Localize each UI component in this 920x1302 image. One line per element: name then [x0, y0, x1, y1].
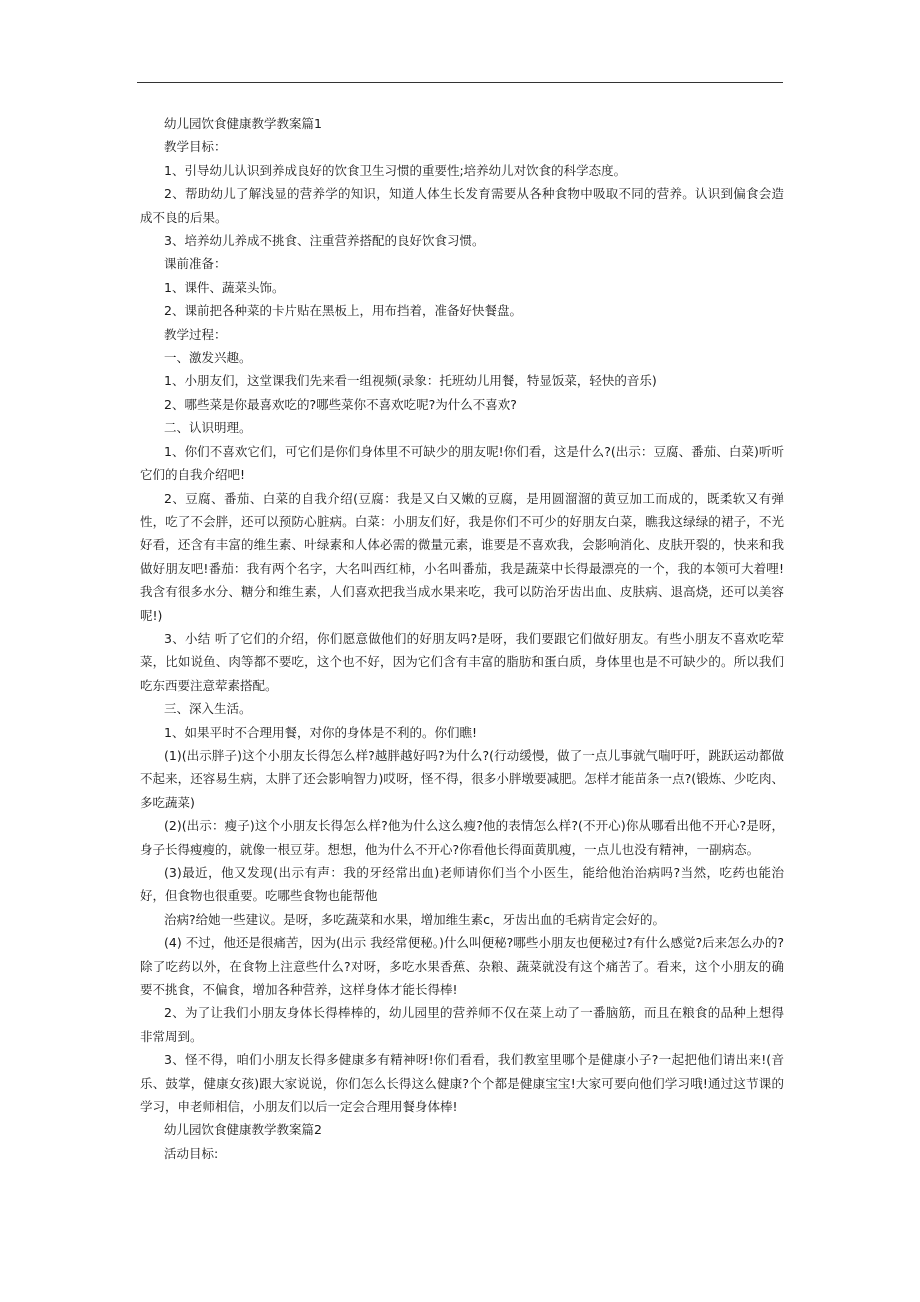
- paragraph: 1、小朋友们，这堂课我们先来看一组视频(录象：托班幼儿用餐，特显饭菜，轻快的音乐): [164, 373, 657, 389]
- section-heading: 二、认识明理。: [164, 420, 252, 436]
- paragraph: (2)(出示：瘦子)这个小朋友长得怎么样?他为什么这么瘦?他的表情怎么样?(不开心)你从哪看出他不开心?是呀，身子长得瘦瘦的，就像一根豆芽。想想，他为什么不开心?你看他长得面黄肌瘦，一点儿也没有精神，一副病态。: [140, 818, 784, 857]
- paragraph: (4) 不过，他还是很痛苦，因为(出示 我经常便秘。)什么叫便秘?哪些小朋友也便秘过?有什么感觉?后来怎么办的?除了吃药以外，在食物上注意些什么?对呀，多吃水果香蕉、杂粮、蔬菜就没有这个痛苦了。看来，这个小朋友的确要不挑食，不偏食，增加各种营养，这样身体才能长得棒!: [140, 935, 784, 998]
- section-heading: 教学目标：: [164, 139, 227, 155]
- paragraph: 3、培养幼儿养成不挑食、注重营养搭配的良好饮食习惯。: [164, 233, 485, 249]
- lesson-title-1: 幼儿园饮食健康教学教案篇1: [164, 116, 322, 131]
- paragraph: 2、豆腐、番茄、白菜的自我介绍(豆腐：我是又白又嫩的豆腐，是用圆溜溜的黄豆加工而成的，既柔软又有弹性，吃了不会胖，还可以预防心脏病。白菜：小朋友们好，我是你们不可少的好朋友白菜，瞧我这绿绿的裙子，不光好看，还含有丰富的维生素、叶绿素和人体必需的微量元素，谁要是不喜欢我，会影响消化、皮肤开裂的，快来和我做好朋友吧!番茄：我有两个名字，大名叫西红柿，小名叫番茄，我是蔬菜中长得最漂亮的一个，我的本领可大着哩!我含有很多水分、糖分和维生素，人们喜欢把我当成水果来吃，我可以防治牙齿出血、皮肤病、退高烧，还可以美容呢!): [140, 490, 784, 623]
- paragraph: 2、哪些菜是你最喜欢吃的?哪些菜你不喜欢吃呢?为什么不喜欢?: [164, 396, 517, 412]
- section-heading: 一、激发兴趣。: [164, 350, 252, 366]
- lesson-title-2: 幼儿园饮食健康教学教案篇2: [164, 1122, 322, 1138]
- header-rule: [137, 82, 783, 83]
- document-body: [140, 112, 784, 1165]
- section-heading: 三、深入生活。: [164, 701, 252, 717]
- paragraph: 2、帮助幼儿了解浅显的营养学的知识，知道人体生长发育需要从各种食物中吸取不同的营养。认识到偏食会造成不良的后果。: [140, 186, 784, 225]
- section-heading: 课前准备：: [164, 256, 227, 272]
- paragraph: 1、如果平时不合理用餐，对你的身体是不利的。你们瞧!: [164, 724, 477, 740]
- paragraph: (3)最近，他又发现(出示有声：我的牙经常出血)老师请你们当个小医生，能给他治治病吗?当然，吃药也能治好，但食物也很重要。吃哪些食物也能帮他: [140, 865, 784, 904]
- paragraph: 1、课件、蔬菜头饰。: [164, 279, 285, 295]
- paragraph: 3、怪不得，咱们小朋友长得多健康多有精神呀!你们看看，我们教室里哪个是健康小子?一起把他们请出来!(音乐、鼓掌，健康女孩)跟大家说说，你们怎么长得这么健康?个个都是健康宝宝!大家可要向他们学习哦!通过这节课的学习，申老师相信，小朋友们以后一定会合理用餐身体棒!: [140, 1052, 784, 1115]
- section-heading: 教学过程：: [164, 326, 227, 342]
- paragraph: 2、为了让我们小朋友身体长得棒棒的，幼儿园里的营养师不仅在菜上动了一番脑筋，而且在粮食的品种上想得非常周到。: [140, 1005, 784, 1044]
- section-heading: 活动目标:: [164, 1145, 219, 1161]
- paragraph: 3、小结 听了它们的介绍，你们愿意做他们的好朋友吗?是呀，我们要跟它们做好朋友。有些小朋友不喜欢吃荤菜，比如说鱼、肉等都不要吃，这个也不好，因为它们含有丰富的脂肪和蛋白质，身体里也是不可缺少的。所以我们吃东西要注意荤素搭配。: [140, 630, 784, 693]
- paragraph: (1)(出示胖子)这个小朋友长得怎么样?越胖越好吗?为什么?(行动缓慢，做了一点儿事就气喘吁吁，跳跃运动都做不起来，还容易生病，太胖了还会影响智力)哎呀，怪不得，很多小胖墩要减肥。怎样才能苗条一点?(锻炼、少吃肉、多吃蔬菜): [140, 747, 784, 810]
- paragraph: 治病?给她一些建议。是呀，多吃蔬菜和水果，增加维生素c，牙齿出血的毛病肯定会好的。: [164, 911, 666, 927]
- paragraph: 1、你们不喜欢它们，可它们是你们身体里不可缺少的朋友呢!你们看，这是什么?(出示：豆腐、番茄、白菜)听听它们的自我介绍吧!: [140, 443, 784, 483]
- paragraph: 2、课前把各种菜的卡片贴在黑板上，用布挡着，准备好快餐盘。: [164, 303, 522, 319]
- paragraph: 1、引导幼儿认识到养成良好的饮食卫生习惯的重要性;培养幼儿对饮食的科学态度。: [164, 162, 627, 178]
